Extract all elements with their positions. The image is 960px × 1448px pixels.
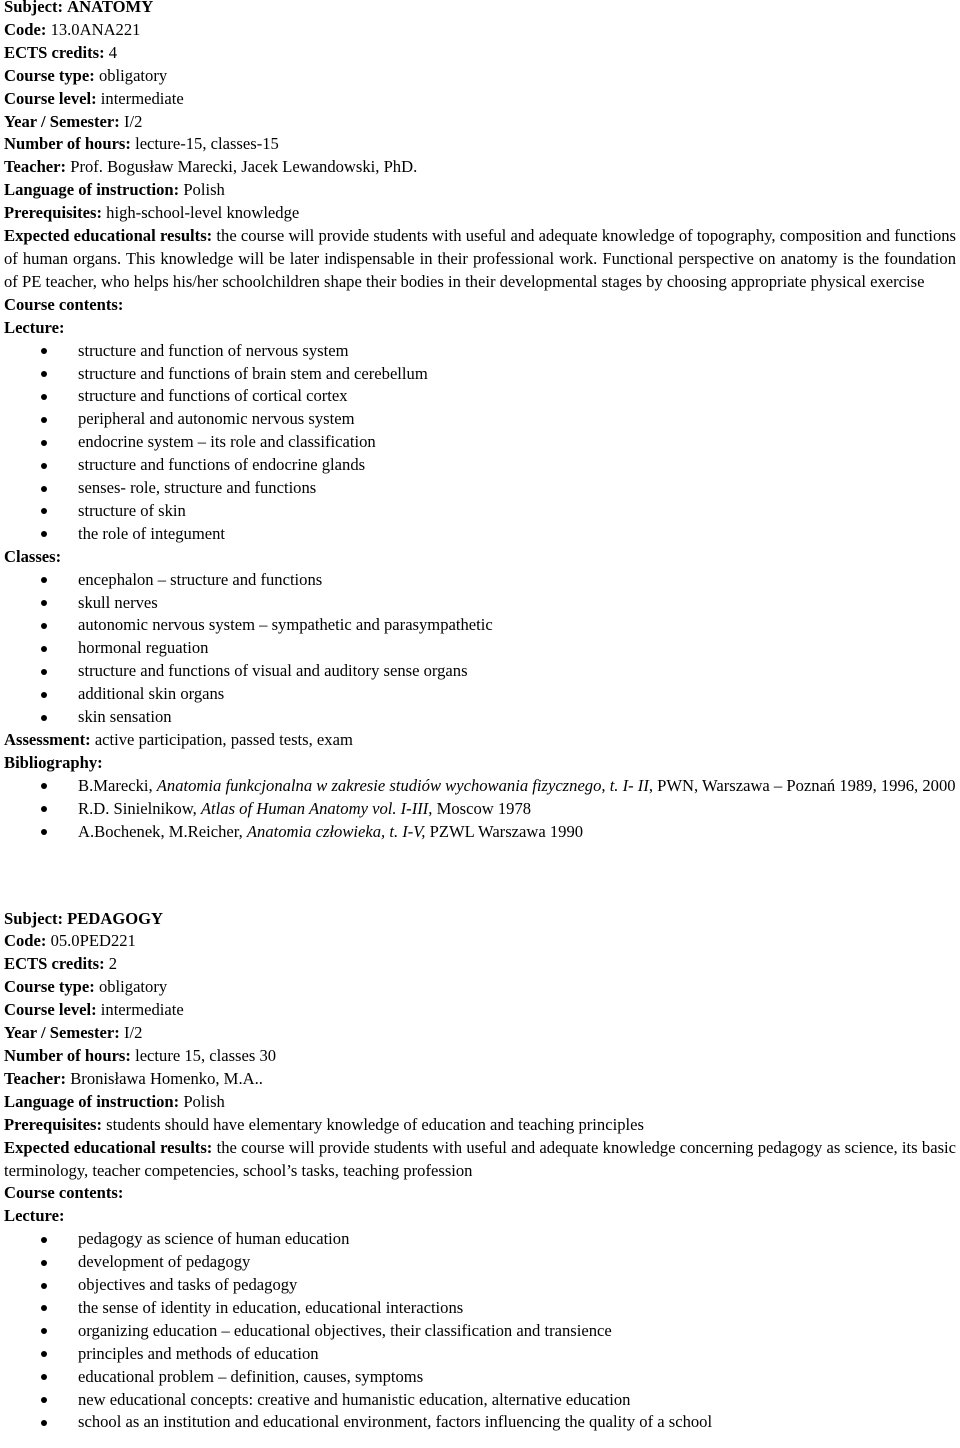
- bullet-icon: [41, 783, 47, 789]
- bib-title: Anatomia człowieka, t. I-V,: [246, 821, 426, 841]
- bullet-icon: [41, 508, 47, 514]
- list-item: [4, 454, 956, 477]
- list-item-text: skull nerves: [78, 592, 158, 612]
- list-item-text: educational problem – definition, causes, symptoms: [78, 1366, 424, 1386]
- hours-value: lecture 15, classes 30: [135, 1045, 277, 1065]
- list-item-text: school as an institution and educational environment, factors influencing the quality of a school: [78, 1412, 713, 1432]
- bullet-icon: [41, 1351, 47, 1357]
- course-level-row: [4, 999, 956, 1022]
- bullet-icon: [41, 829, 47, 835]
- prerequisites-label: Prerequisites:: [4, 1114, 103, 1134]
- list-item-text: hormonal reguation: [78, 638, 209, 658]
- section-gap: [4, 844, 956, 908]
- lecture-list: [4, 1228, 956, 1434]
- course-contents-heading: Course contents:: [4, 1183, 124, 1203]
- language-row: [4, 179, 956, 202]
- assessment-value: active participation, passed tests, exam: [94, 730, 353, 749]
- syllabus-page: [4, 0, 956, 1434]
- list-item: [4, 1274, 956, 1297]
- teacher-row: [4, 156, 956, 179]
- code-row: [4, 19, 956, 42]
- subject-row: [4, 0, 956, 19]
- bullet-icon: [41, 1283, 47, 1289]
- year-semester-row: [4, 111, 956, 134]
- bullet-icon: [41, 600, 47, 606]
- list-item-text: skin sensation: [78, 707, 172, 727]
- course-type-label: Course type:: [4, 977, 95, 997]
- list-item: [4, 706, 956, 729]
- subject-value: PEDAGOGY: [67, 908, 164, 928]
- list-item: [4, 1343, 956, 1366]
- bullet-icon: [41, 440, 47, 446]
- list-item: [4, 637, 956, 660]
- list-item: [4, 431, 956, 454]
- lecture-heading: Lecture:: [4, 317, 65, 337]
- course-type-value: obligatory: [98, 65, 168, 85]
- lecture-list: [4, 340, 956, 546]
- subject-value: ANATOMY: [67, 0, 154, 16]
- bib-publisher: , PWN, Warszawa – Poznań 1989, 1996, 2000: [648, 775, 956, 795]
- bullet-icon: [41, 1420, 47, 1426]
- list-item: [4, 1320, 956, 1343]
- bibliography-heading: Bibliography:: [4, 752, 103, 772]
- classes-heading: Classes:: [4, 546, 62, 566]
- list-item-text: senses- role, structure and functions: [78, 478, 317, 498]
- assessment-label: Assessment:: [4, 730, 91, 749]
- bullet-icon: [41, 1260, 47, 1266]
- bib-author: R.D. Sinielnikow,: [78, 798, 201, 818]
- prerequisites-label: Prerequisites:: [4, 203, 103, 223]
- bib-title: Atlas of Human Anatomy vol. I-III,: [200, 798, 433, 818]
- hours-row: [4, 133, 956, 156]
- results-paragraph: [4, 1137, 956, 1183]
- results-paragraph: [4, 225, 956, 294]
- course-level-label: Course level:: [4, 88, 97, 108]
- list-item: [4, 1228, 956, 1251]
- subject-row: [4, 908, 956, 931]
- prerequisites-value: students should have elementary knowledge of education and teaching principles: [106, 1114, 644, 1134]
- list-item-text: organizing education – educational objectives, their classification and transience: [78, 1320, 612, 1340]
- bullet-icon: [41, 669, 47, 675]
- classes-list: [4, 569, 956, 729]
- list-item-text: new educational concepts: creative and humanistic education, alternative education: [78, 1389, 631, 1409]
- list-item: [4, 1389, 956, 1412]
- bullet-icon: [41, 531, 47, 537]
- list-item: [4, 1297, 956, 1320]
- list-item-text: structure and function of nervous system: [78, 340, 349, 360]
- bib-author: A.Bochenek, M.Reicher,: [78, 821, 247, 841]
- list-item: [4, 523, 956, 546]
- ects-label: ECTS credits:: [4, 42, 105, 62]
- course-level-row: [4, 88, 956, 111]
- ects-value: 4: [108, 42, 118, 62]
- bullet-icon: [41, 715, 47, 721]
- teacher-value: Prof. Bogusław Marecki, Jacek Lewandowski, PhD.: [70, 157, 418, 177]
- bullet-icon: [41, 486, 47, 492]
- teacher-value: Bronisława Homenko, M.A..: [70, 1068, 263, 1088]
- language-label: Language of instruction:: [4, 180, 180, 200]
- list-item-text: peripheral and autonomic nervous system: [78, 409, 355, 429]
- subject-section-anatomy: [4, 0, 956, 844]
- list-item-text: structure and functions of brain stem and cerebellum: [78, 363, 428, 383]
- list-item-text: additional skin organs: [78, 684, 225, 704]
- year-semester-label: Year / Semester:: [4, 1023, 120, 1043]
- list-item: [4, 408, 956, 431]
- list-item-text: endocrine system – its role and classification: [78, 432, 376, 452]
- prerequisites-row: [4, 1114, 956, 1137]
- code-label: Code:: [4, 19, 47, 39]
- list-item-text: development of pedagogy: [78, 1252, 251, 1272]
- bullet-icon: [41, 1397, 47, 1403]
- course-level-value: intermediate: [100, 1000, 184, 1020]
- teacher-row: [4, 1068, 956, 1091]
- bullet-icon: [41, 577, 47, 583]
- year-semester-value: I/2: [123, 111, 143, 131]
- bib-publisher: PZWL Warszawa 1990: [425, 821, 584, 841]
- list-item: [4, 1366, 956, 1389]
- list-item: [4, 592, 956, 615]
- results-value: the course will provide students with useful and adequate knowledge of topography, composition and functions of human organs. This knowledge will be later indispensable in their professional work. Functional perspective on anatomy is the foundation of PE teacher, who helps his/her schoolchildren shape their bodies in their developmental stages by choosing appropriate physical exercise: [4, 226, 957, 291]
- language-row: [4, 1091, 956, 1114]
- list-item: [4, 569, 956, 592]
- ects-row: [4, 42, 956, 65]
- code-value: 05.0PED221: [50, 931, 136, 951]
- bullet-icon: [41, 692, 47, 698]
- hours-label: Number of hours:: [4, 134, 131, 154]
- list-item: [4, 660, 956, 683]
- bibliography-item: [4, 775, 956, 798]
- list-item: [4, 340, 956, 363]
- list-item: [4, 1251, 956, 1274]
- bullet-icon: [41, 806, 47, 812]
- course-level-value: intermediate: [100, 88, 184, 108]
- list-item: [4, 363, 956, 386]
- list-item-text: encephalon – structure and functions: [78, 569, 323, 589]
- teacher-label: Teacher:: [4, 1068, 67, 1088]
- list-item-text: autonomic nervous system – sympathetic and parasympathetic: [78, 615, 493, 635]
- language-value: Polish: [183, 180, 225, 200]
- list-item: [4, 477, 956, 500]
- bibliography-item: [4, 798, 956, 821]
- bullet-icon: [41, 623, 47, 629]
- year-semester-value: I/2: [123, 1023, 143, 1043]
- list-item: [4, 614, 956, 637]
- bullet-icon: [41, 1328, 47, 1334]
- list-item-text: principles and methods of education: [78, 1343, 319, 1363]
- subject-section-pedagogy: [4, 908, 956, 1435]
- course-type-row: [4, 976, 956, 999]
- course-type-label: Course type:: [4, 65, 95, 85]
- bullet-icon: [41, 1237, 47, 1243]
- list-item-text: structure of skin: [78, 500, 186, 520]
- bullet-icon: [41, 371, 47, 377]
- subject-label: Subject:: [4, 0, 63, 16]
- code-row: [4, 930, 956, 953]
- year-semester-row: [4, 1022, 956, 1045]
- year-semester-label: Year / Semester:: [4, 111, 120, 131]
- bullet-icon: [41, 646, 47, 652]
- prerequisites-value: high-school-level knowledge: [106, 203, 300, 223]
- ects-value: 2: [108, 954, 118, 974]
- bib-publisher: Moscow 1978: [432, 798, 532, 818]
- bibliography-item: [4, 821, 956, 844]
- bib-title: Anatomia funkcjonalna w zakresie studiów wychowania fizycznego, t. I- II: [156, 775, 649, 795]
- prerequisites-row: [4, 202, 956, 225]
- results-value: the course will provide students with useful and adequate knowledge concerning pedagogy as science, its basic terminology, teacher competencies, school’s tasks, teaching profession: [4, 1137, 956, 1180]
- bib-author: B.Marecki,: [78, 775, 157, 795]
- course-level-label: Course level:: [4, 1000, 97, 1020]
- list-item-text: pedagogy as science of human education: [78, 1229, 350, 1249]
- list-item: [4, 385, 956, 408]
- assessment-row: [4, 729, 956, 752]
- hours-value: lecture-15, classes-15: [135, 134, 279, 154]
- code-value: 13.0ANA221: [50, 19, 141, 39]
- list-item-text: structure and functions of endocrine glands: [78, 455, 366, 475]
- bibliography-list: [4, 775, 956, 844]
- lecture-heading: Lecture:: [4, 1206, 65, 1226]
- list-item-text: structure and functions of cortical cortex: [78, 386, 348, 406]
- ects-label: ECTS credits:: [4, 954, 105, 974]
- list-item-text: structure and functions of visual and auditory sense organs: [78, 661, 468, 681]
- bullet-icon: [41, 1374, 47, 1380]
- bullet-icon: [41, 348, 47, 354]
- hours-row: [4, 1045, 956, 1068]
- list-item-text: the sense of identity in education, educational interactions: [78, 1297, 464, 1317]
- bullet-icon: [41, 463, 47, 469]
- subject-label: Subject:: [4, 908, 63, 928]
- results-label: Expected educational results:: [4, 1137, 213, 1157]
- course-type-value: obligatory: [98, 977, 168, 997]
- list-item: [4, 1411, 956, 1434]
- ects-row: [4, 953, 956, 976]
- language-label: Language of instruction:: [4, 1091, 180, 1111]
- course-contents-heading: Course contents:: [4, 294, 124, 314]
- teacher-label: Teacher:: [4, 157, 67, 177]
- language-value: Polish: [183, 1091, 225, 1111]
- list-item-text: objectives and tasks of pedagogy: [78, 1275, 298, 1295]
- hours-label: Number of hours:: [4, 1045, 131, 1065]
- code-label: Code:: [4, 931, 47, 951]
- bullet-icon: [41, 1305, 47, 1311]
- bullet-icon: [41, 394, 47, 400]
- bullet-icon: [41, 417, 47, 423]
- list-item: [4, 683, 956, 706]
- results-label: Expected educational results:: [4, 226, 213, 246]
- list-item-text: the role of integument: [78, 523, 225, 543]
- course-type-row: [4, 65, 956, 88]
- list-item: [4, 500, 956, 523]
